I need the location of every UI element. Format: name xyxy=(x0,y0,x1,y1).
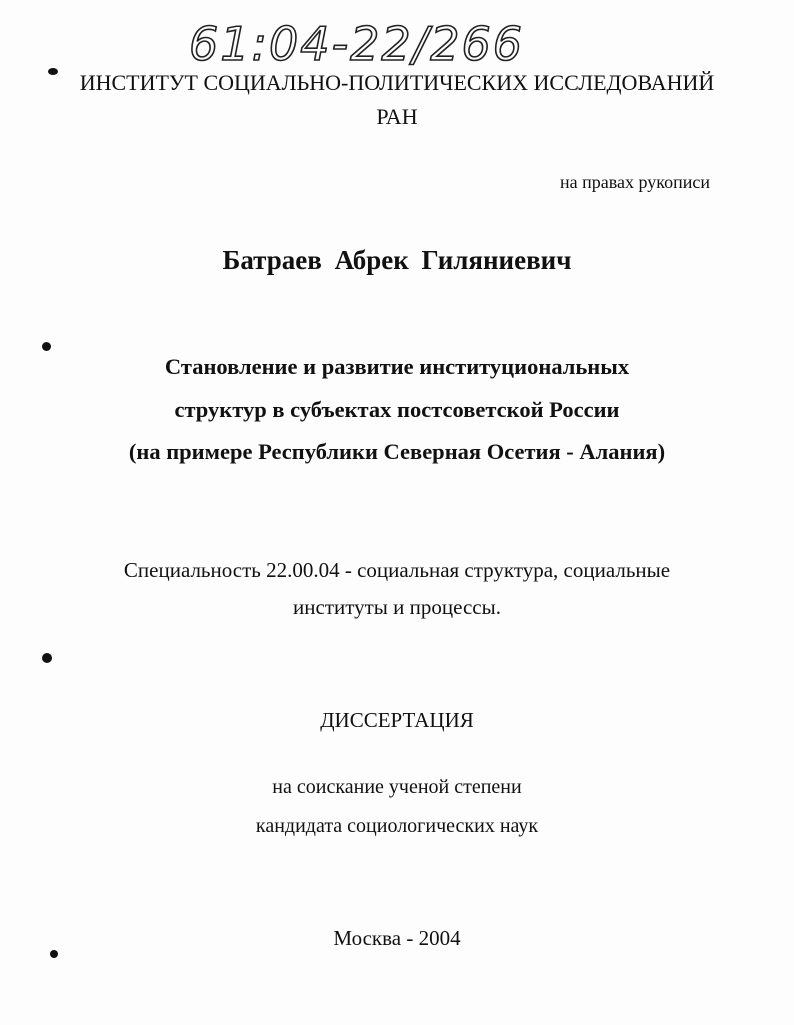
city-year: Москва - 2004 xyxy=(333,926,461,950)
handwritten-code-text: 61:04-22/266 xyxy=(189,17,524,71)
dissertation-title-line: (на примере Республики Северная Осетия - Алания) xyxy=(128,439,666,464)
specialty-line: Специальность 22.00.04 - социальная структура, социальные xyxy=(123,558,671,582)
degree-line: кандидата социологических наук xyxy=(255,815,539,837)
manuscript-note: на правах рукописи xyxy=(560,172,710,192)
institute-name: ИНСТИТУТ СОЦИАЛЬНО-ПОЛИТИЧЕСКИХ ИССЛЕДОВАНИЙ xyxy=(79,70,715,95)
institute-name-ras: РАН xyxy=(376,104,418,129)
scan-mark xyxy=(42,653,52,663)
document-type: ДИССЕРТАЦИЯ xyxy=(320,708,474,732)
scan-mark xyxy=(42,342,51,351)
specialty-line: институты и процессы. xyxy=(293,595,501,619)
scan-mark xyxy=(50,950,58,958)
author-name: Батраев Абрек Гиляниевич xyxy=(222,245,572,275)
degree-line: на соискание ученой степени xyxy=(272,776,522,798)
dissertation-title-line: структур в субъектах постсоветской России xyxy=(174,397,620,422)
scan-mark xyxy=(48,68,58,75)
dissertation-title-line: Становление и развитие институциональных xyxy=(164,354,630,379)
